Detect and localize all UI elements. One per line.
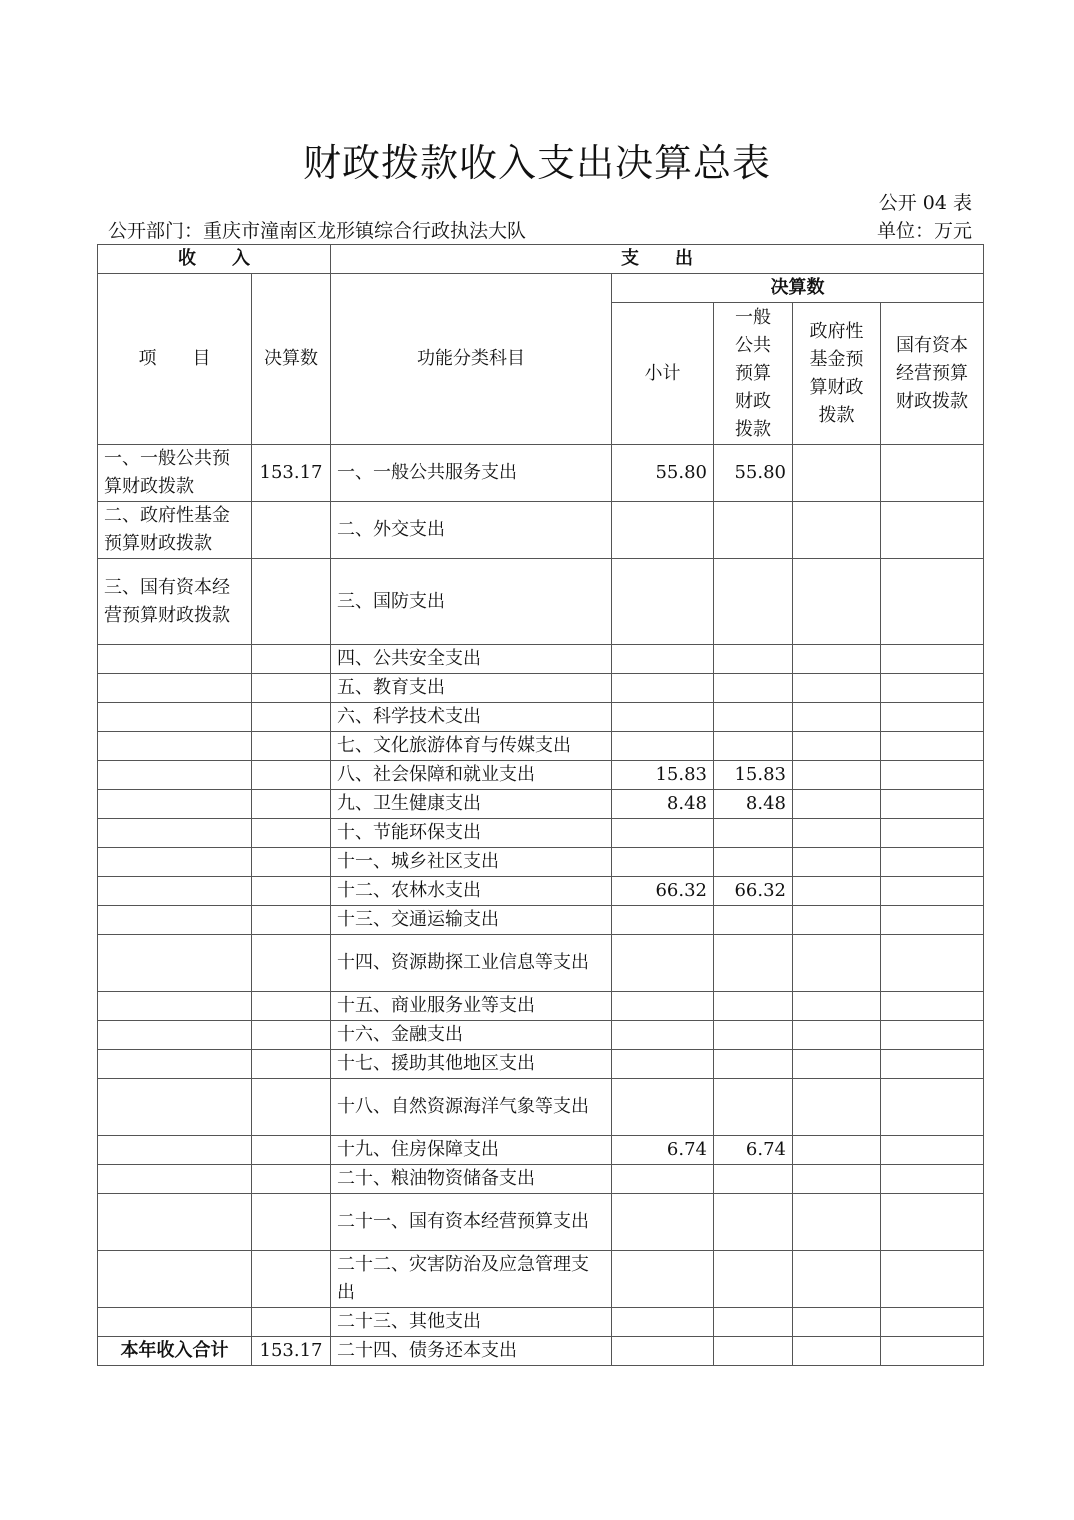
category-cell: 十、节能环保支出 (331, 819, 612, 848)
income-item-cell: 三、国有资本经营预算财政拨款 (98, 559, 252, 645)
income-item-cell: 二、政府性基金预算财政拨款 (98, 502, 252, 559)
category-cell: 二十四、债务还本支出 (331, 1337, 612, 1366)
final-accounts-header: 决算数 (612, 274, 984, 303)
income-amount-header: 决算数 (252, 274, 331, 445)
gov-fund-header: 政府性基金预算财政拨款 (793, 303, 881, 445)
income-item-cell (98, 848, 252, 877)
subtotal-cell (612, 1337, 714, 1366)
income-value-cell (252, 848, 331, 877)
general-public-cell (714, 1194, 793, 1251)
state-capital-cell (881, 1021, 984, 1050)
state-capital-cell (881, 1136, 984, 1165)
income-value-cell (252, 790, 331, 819)
category-cell: 六、科学技术支出 (331, 703, 612, 732)
general-public-cell (714, 703, 793, 732)
gov-fund-cell (793, 1308, 881, 1337)
general-public-cell: 15.83 (714, 761, 793, 790)
header-row-1 (98, 245, 984, 274)
gov-fund-cell (793, 1136, 881, 1165)
state-capital-cell (881, 502, 984, 559)
gov-fund-cell (793, 1337, 881, 1366)
table-row (98, 1337, 984, 1366)
subtotal-cell: 8.48 (612, 790, 714, 819)
table-row (98, 645, 984, 674)
state-capital-cell (881, 559, 984, 645)
category-cell: 八、社会保障和就业支出 (331, 761, 612, 790)
table-body (98, 445, 984, 1366)
state-capital-cell (881, 732, 984, 761)
category-cell: 四、公共安全支出 (331, 645, 612, 674)
subtotal-cell (612, 1165, 714, 1194)
general-public-cell (714, 1165, 793, 1194)
category-cell: 二十一、国有资本经营预算支出 (331, 1194, 612, 1251)
general-public-header: 一般公共预算财政拨款 (714, 303, 793, 445)
gov-fund-cell (793, 848, 881, 877)
budget-table (97, 244, 984, 1366)
general-public-cell (714, 559, 793, 645)
category-cell: 十二、农林水支出 (331, 877, 612, 906)
general-public-cell (714, 1308, 793, 1337)
gov-fund-cell (793, 761, 881, 790)
subtotal-cell (612, 674, 714, 703)
income-item-cell (98, 790, 252, 819)
subtotal-cell (612, 703, 714, 732)
table-row (98, 1136, 984, 1165)
income-item-cell (98, 819, 252, 848)
table-row (98, 1251, 984, 1308)
subtotal-cell (612, 819, 714, 848)
gov-fund-cell (793, 992, 881, 1021)
state-capital-cell (881, 445, 984, 502)
subtotal-cell (612, 848, 714, 877)
table-row (98, 935, 984, 992)
category-cell: 一、一般公共服务支出 (331, 445, 612, 502)
income-value-cell (252, 645, 331, 674)
table-row (98, 992, 984, 1021)
general-public-cell (714, 1050, 793, 1079)
category-cell: 十五、商业服务业等支出 (331, 992, 612, 1021)
subtotal-cell (612, 1308, 714, 1337)
category-cell: 十三、交通运输支出 (331, 906, 612, 935)
state-capital-cell (881, 1050, 984, 1079)
income-item-cell (98, 877, 252, 906)
income-item-cell (98, 703, 252, 732)
subtotal-cell (612, 502, 714, 559)
general-public-cell (714, 848, 793, 877)
income-item-cell: 一、一般公共预算财政拨款 (98, 445, 252, 502)
subtotal-cell (612, 1194, 714, 1251)
category-cell: 十七、援助其他地区支出 (331, 1050, 612, 1079)
income-value-cell (252, 761, 331, 790)
table-row (98, 703, 984, 732)
income-value-cell (252, 935, 331, 992)
state-capital-cell (881, 1308, 984, 1337)
function-category-header: 功能分类科目 (331, 274, 612, 445)
category-cell: 二十、粮油物资储备支出 (331, 1165, 612, 1194)
subtotal-cell: 6.74 (612, 1136, 714, 1165)
page-title: 财政拨款收入支出决算总表 (302, 141, 771, 185)
gov-fund-cell (793, 935, 881, 992)
expense-header: 支 出 (331, 245, 984, 274)
gov-fund-cell (793, 790, 881, 819)
income-value-cell (252, 906, 331, 935)
income-value-cell: 153.17 (252, 445, 331, 502)
gov-fund-cell (793, 906, 881, 935)
income-value-cell (252, 877, 331, 906)
income-item-cell (98, 674, 252, 703)
subtotal-cell (612, 906, 714, 935)
table-row (98, 848, 984, 877)
income-value-cell (252, 1194, 331, 1251)
state-capital-cell (881, 790, 984, 819)
income-item-cell (98, 1194, 252, 1251)
table-row (98, 1308, 984, 1337)
header-row-2 (98, 274, 984, 303)
income-value-cell (252, 502, 331, 559)
income-item-cell (98, 645, 252, 674)
income-item-cell (98, 992, 252, 1021)
item-header: 项 目 (98, 274, 252, 445)
form-code: 公开 04 表 (878, 192, 972, 214)
state-capital-cell (881, 1337, 984, 1366)
income-value-cell (252, 1308, 331, 1337)
income-item-cell (98, 1165, 252, 1194)
category-cell: 五、教育支出 (331, 674, 612, 703)
table-row (98, 559, 984, 645)
department-label: 公开部门：重庆市潼南区龙形镇综合行政执法大队 (108, 220, 527, 242)
income-value-cell (252, 1136, 331, 1165)
general-public-cell: 66.32 (714, 877, 793, 906)
state-capital-cell (881, 935, 984, 992)
state-capital-cell (881, 1194, 984, 1251)
category-cell: 十六、金融支出 (331, 1021, 612, 1050)
state-capital-cell (881, 1079, 984, 1136)
general-public-cell (714, 906, 793, 935)
general-public-cell (714, 1337, 793, 1366)
subtotal-cell (612, 1079, 714, 1136)
income-value-cell (252, 1165, 331, 1194)
income-value-cell: 153.17 (252, 1337, 331, 1366)
general-public-cell: 6.74 (714, 1136, 793, 1165)
income-value-cell (252, 819, 331, 848)
subtotal-cell (612, 935, 714, 992)
table-row (98, 790, 984, 819)
income-item-cell (98, 1251, 252, 1308)
general-public-cell (714, 645, 793, 674)
state-capital-cell (881, 674, 984, 703)
gov-fund-cell (793, 703, 881, 732)
table-row (98, 502, 984, 559)
subtotal-cell (612, 992, 714, 1021)
table-row (98, 1021, 984, 1050)
income-value-cell (252, 559, 331, 645)
gov-fund-cell (793, 1021, 881, 1050)
category-cell: 三、国防支出 (331, 559, 612, 645)
general-public-cell (714, 732, 793, 761)
category-cell: 十八、自然资源海洋气象等支出 (331, 1079, 612, 1136)
state-capital-header: 国有资本经营预算财政拨款 (881, 303, 984, 445)
general-public-cell (714, 992, 793, 1021)
general-public-cell: 55.80 (714, 445, 793, 502)
gov-fund-cell (793, 1079, 881, 1136)
subtotal-cell (612, 1251, 714, 1308)
general-public-cell: 8.48 (714, 790, 793, 819)
unit-label: 单位：万元 (876, 220, 972, 242)
general-public-cell (714, 674, 793, 703)
gov-fund-cell (793, 674, 881, 703)
gov-fund-cell (793, 445, 881, 502)
subtotal-cell (612, 645, 714, 674)
general-public-cell (714, 1021, 793, 1050)
table-row (98, 1079, 984, 1136)
category-cell: 九、卫生健康支出 (331, 790, 612, 819)
income-item-cell (98, 906, 252, 935)
income-header: 收 入 (98, 245, 331, 274)
income-value-cell (252, 703, 331, 732)
income-item-cell: 本年收入合计 (98, 1337, 252, 1366)
state-capital-cell (881, 645, 984, 674)
category-cell: 二十二、灾害防治及应急管理支出 (331, 1251, 612, 1308)
income-item-cell (98, 1079, 252, 1136)
state-capital-cell (881, 761, 984, 790)
subtotal-cell: 66.32 (612, 877, 714, 906)
table-row (98, 732, 984, 761)
gov-fund-cell (793, 559, 881, 645)
category-cell: 十九、住房保障支出 (331, 1136, 612, 1165)
income-value-cell (252, 1251, 331, 1308)
subtotal-cell (612, 1050, 714, 1079)
subtotal-cell (612, 1021, 714, 1050)
subtotal-header: 小计 (612, 303, 714, 445)
general-public-cell (714, 502, 793, 559)
general-public-cell (714, 1251, 793, 1308)
subtotal-cell (612, 732, 714, 761)
category-cell: 七、文化旅游体育与传媒支出 (331, 732, 612, 761)
gov-fund-cell (793, 732, 881, 761)
table-row (98, 877, 984, 906)
state-capital-cell (881, 1251, 984, 1308)
gov-fund-cell (793, 819, 881, 848)
table-row (98, 1165, 984, 1194)
income-value-cell (252, 992, 331, 1021)
category-cell: 十四、资源勘探工业信息等支出 (331, 935, 612, 992)
general-public-cell (714, 1079, 793, 1136)
income-value-cell (252, 732, 331, 761)
category-cell: 二、外交支出 (331, 502, 612, 559)
income-item-cell (98, 761, 252, 790)
table-row (98, 1194, 984, 1251)
gov-fund-cell (793, 877, 881, 906)
general-public-cell (714, 819, 793, 848)
subtotal-cell: 55.80 (612, 445, 714, 502)
table-row (98, 819, 984, 848)
state-capital-cell (881, 906, 984, 935)
table-row (98, 445, 984, 502)
category-cell: 二十三、其他支出 (331, 1308, 612, 1337)
state-capital-cell (881, 819, 984, 848)
gov-fund-cell (793, 1194, 881, 1251)
gov-fund-cell (793, 1251, 881, 1308)
gov-fund-cell (793, 1165, 881, 1194)
subtotal-cell (612, 559, 714, 645)
gov-fund-cell (793, 1050, 881, 1079)
state-capital-cell (881, 877, 984, 906)
gov-fund-cell (793, 645, 881, 674)
income-value-cell (252, 1050, 331, 1079)
income-item-cell (98, 1136, 252, 1165)
income-item-cell (98, 1308, 252, 1337)
state-capital-cell (881, 703, 984, 732)
income-value-cell (252, 1021, 331, 1050)
table-row (98, 674, 984, 703)
income-value-cell (252, 1079, 331, 1136)
income-item-cell (98, 935, 252, 992)
category-cell: 十一、城乡社区支出 (331, 848, 612, 877)
table-row (98, 761, 984, 790)
state-capital-cell (881, 1165, 984, 1194)
income-item-cell (98, 1050, 252, 1079)
income-item-cell (98, 732, 252, 761)
state-capital-cell (881, 848, 984, 877)
income-value-cell (252, 674, 331, 703)
gov-fund-cell (793, 502, 881, 559)
income-item-cell (98, 1021, 252, 1050)
state-capital-cell (881, 992, 984, 1021)
general-public-cell (714, 935, 793, 992)
subtotal-cell: 15.83 (612, 761, 714, 790)
table-row (98, 906, 984, 935)
table-row (98, 1050, 984, 1079)
